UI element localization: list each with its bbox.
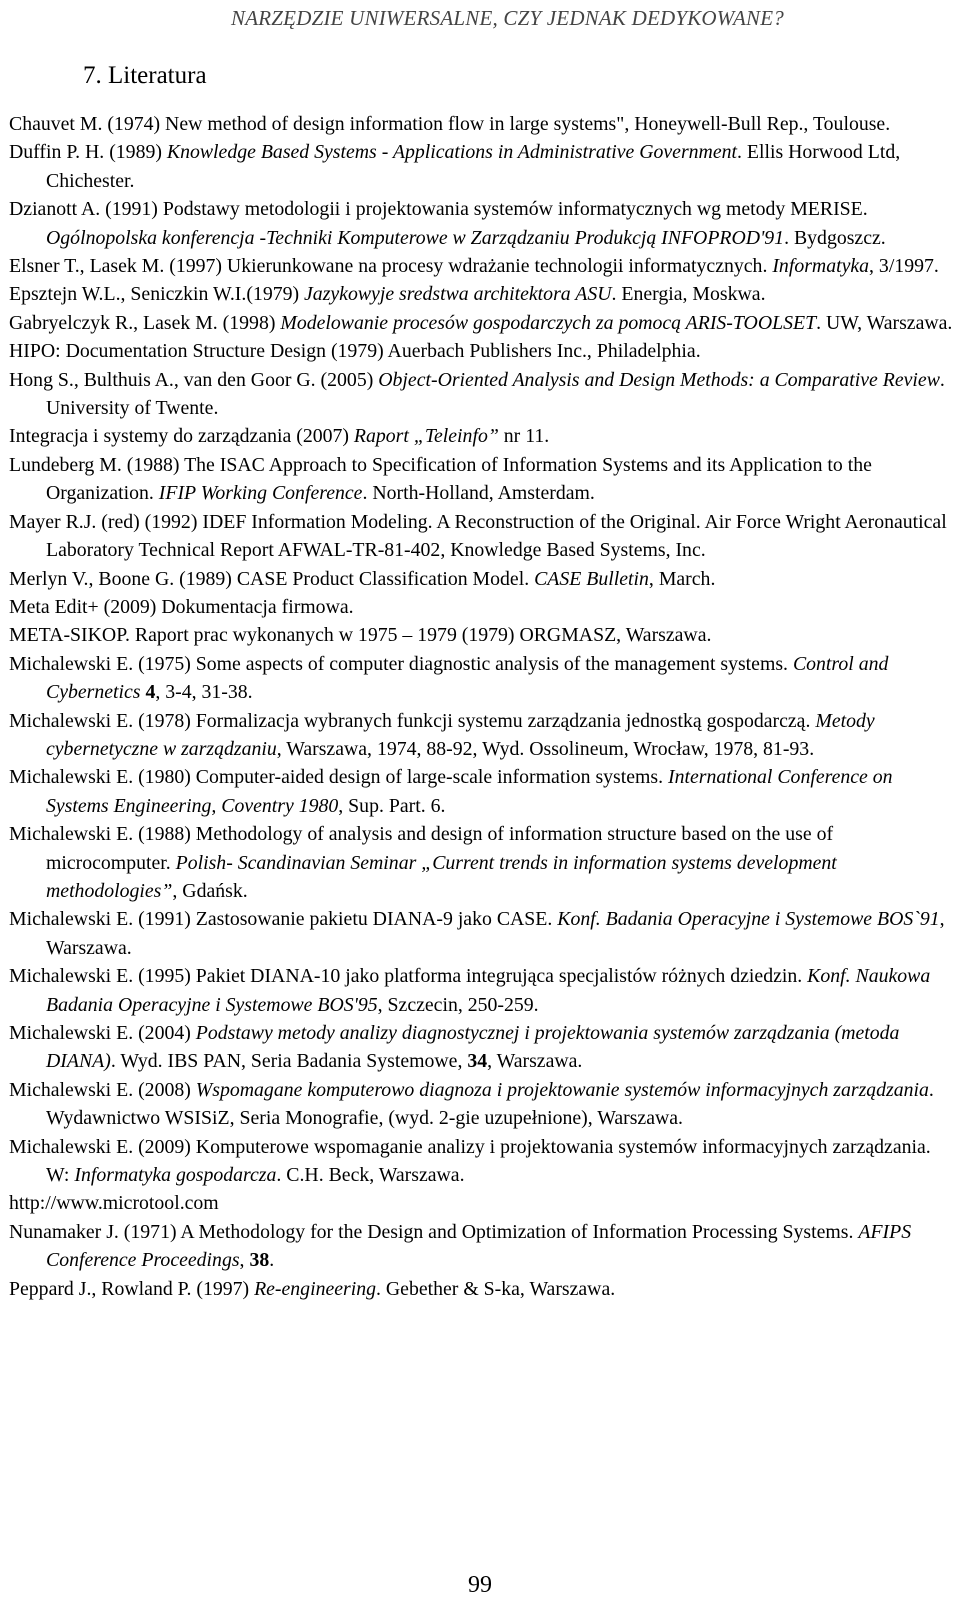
reference-text: Epsztejn W.L., Seniczkin W.I.(1979) [9,283,305,306]
reference-item [9,593,954,621]
reference-item [9,1133,954,1190]
reference-text: Michalewski E. (1988) Methodology of analysis and design of information structure based on the use of microcomputer. [9,823,834,874]
reference-text: , Warszawa. [487,1050,583,1073]
reference-text: Michalewski E. (1978) Formalizacja wybranych funkcji systemu zarządzania jednostką gospodarczą. [9,709,816,732]
reference-text: META-SIKOP. Raport prac wykonanych w 1975 – 1979 (1979) ORGMASZ, Warszawa. [9,624,712,647]
reference-text: . Wydawnictwo WSISiZ, Seria Monografie, (wyd. 2-gie uzupełnione), Warszawa. [46,1078,934,1130]
reference-text: Peppard J., Rowland P. (1997) [9,1277,255,1300]
reference-text: , March. [648,567,716,590]
reference-text: Object-Oriented Analysis and Design Methods: a Comparative Review [378,368,940,391]
reference-item [9,366,954,423]
reference-text: , 3/1997. [869,255,939,278]
reference-text: Mayer R.J. (red) (1992) IDEF Information Modeling. A Reconstruction of the Original. Air Force Wright Aeronautical Laboratory Technical Report AFWAL-TR-81-402, Knowledge Based Systems, Inc. [9,510,947,562]
reference-text: Knowledge Based Systems - Applications in Administrative Government [166,141,737,164]
reference-text: Michalewski E. (1995) Pakiet DIANA-10 jako platforma integrująca specjalistów różnych dziedzin. [9,965,808,988]
reference-text: Michalewski E. (1975) Some aspects of computer diagnostic analysis of the management systems. [9,652,793,675]
reference-text: , Sup. Part. 6. [338,794,446,817]
reference-text: . Bydgoszcz. [784,226,886,249]
reference-item [9,337,954,365]
reference-text: International Conference on Systems Engineering, Coventry 1980 [46,766,893,817]
reference-item [9,1076,954,1133]
reference-item [9,962,954,1019]
reference-item [9,621,954,649]
reference-text: Integracja i systemy do zarządzania (2007) [9,425,354,448]
reference-text: , Warszawa, 1974, 88-92, Wyd. Ossolineum, Wrocław, 1978, 81-93. [276,737,815,760]
reference-text: Wspomagane komputerowo diagnoza i projektowanie systemów informacyjnych zarządzania [195,1078,929,1101]
reference-text: Elsner T., Lasek M. (1997) Ukierunkowane na procesy wdrażanie technologii informatycznych. [9,255,773,278]
reference-text: Lundeberg M. (1988) The ISAC Approach to Specification of Information Systems and its Application to the Organization. [9,453,872,505]
reference-item [9,508,954,565]
reference-text: Michalewski E. (1980) Computer-aided design of large-scale information systems. [9,766,669,789]
reference-text: , Warszawa. [46,908,945,959]
reference-text: 34 [467,1050,488,1073]
reference-text: Modelowanie procesów gospodarczych za pomocą ARIS-TOOLSET [280,311,817,334]
reference-item [9,138,954,195]
reference-item [9,820,954,905]
reference-text: http://www.microtool.com [9,1192,219,1215]
reference-text: 4 [145,681,156,704]
reference-item [9,422,954,450]
reference-item [9,1019,954,1076]
page-number: 99 [468,1572,492,1598]
reference-item [9,763,954,820]
reference-text: HIPO: Documentation Structure Design (1979) Auerbach Publishers Inc., Philadelphia. [9,340,701,363]
reference-text: AFIPS Conference Proceedings [46,1220,912,1272]
reference-text: Konf. Naukowa Badania Operacyjne i Systemowe BOS'95 [46,965,931,1016]
reference-text: IFIP Working Conference [158,482,363,505]
reference-text: Hong S., Bulthuis A., van den Goor G. (2005) [9,368,379,391]
reference-item [9,195,954,252]
reference-text: Meta Edit+ (2009) Dokumentacja firmowa. [9,595,354,618]
reference-text: Michalewski E. (2004) [9,1022,196,1044]
reference-text: Podstawy metody analizy diagnostycznej i projektowania systemów zarządzania (metoda DIANA) [46,1022,900,1073]
reference-text: . Energia, Moskwa. [611,283,766,306]
reference-text: Ogólnopolska konferencja -Techniki Komputerowe w Zarządzaniu Produkcją INFOPROD'91 [46,226,785,249]
reference-text: , 3-4, 31-38. [155,681,253,704]
reference-text: , Szczecin, 250-259. [377,993,539,1016]
running-head: NARZĘDZIE UNIWERSALNE, CZY JEDNAK DEDYKOWANE? [231,6,784,30]
reference-text: Michalewski E. (1991) Zastosowanie pakietu DIANA-9 jako CASE. [9,908,558,931]
reference-text: Merlyn V., Boone G. (1989) CASE Product Classification Model. [9,567,535,590]
reference-text: Control and Cybernetics [46,652,889,704]
reference-item [9,1189,954,1217]
reference-item [9,1275,954,1303]
reference-text: . C.H. Beck, Warszawa. [276,1164,465,1187]
reference-text: Informatyka gospodarcza [74,1164,277,1187]
reference-item [9,252,954,280]
reference-text: , Gdańsk. [172,879,248,902]
reference-text: . UW, Warszawa. [816,311,953,334]
reference-text: . Wyd. IBS PAN, Seria Badania Systemowe, [110,1050,468,1073]
reference-text: Dzianott A. (1991) Podstawy metodologii i projektowania systemów informatycznych wg metody MERISE. [9,198,868,221]
reference-item [9,1218,954,1275]
reference-text: Jazykowyje sredstwa architektora ASU [304,283,612,306]
section-heading: 7. Literatura [83,62,207,89]
reference-text: Polish- Scandinavian Seminar „Current trends in information systems development methodologies” [46,851,837,902]
reference-text: . Gebether & S-ka, Warszawa. [376,1277,616,1300]
reference-text: . [269,1249,275,1272]
reference-text: CASE Bulletin [534,567,649,590]
reference-text: Informatyka [772,255,870,278]
reference-text: Metody cybernetyczne w zarządzaniu [46,709,875,760]
reference-text: Michalewski E. (2008) [9,1078,196,1101]
reference-text: 38 [249,1249,270,1272]
reference-item [9,309,954,337]
reference-text: Gabryelczyk R., Lasek M. (1998) [9,311,281,334]
reference-item [9,110,954,138]
reference-text: Nunamaker J. (1971) A Methodology for the Design and Optimization of Information Processing Systems. [9,1220,859,1243]
reference-text: Raport „Teleinfo” [353,425,499,448]
reference-item [9,280,954,308]
reference-text: Chauvet M. (1974) New method of design information flow in large systems", Honeywell-Bull Rep., Toulouse. [9,113,891,135]
reference-item [9,451,954,508]
reference-text: . Ellis Horwood Ltd, Chichester. [46,141,901,192]
reference-item [9,905,954,962]
reference-text: Duffin P. H. (1989) [9,141,167,164]
reference-text: Michalewski E. (2009) Komputerowe wspomaganie analizy i projektowania systemów informacyjnych zarządzania. W: [9,1135,931,1187]
reference-text: , [239,1249,250,1272]
reference-item [9,707,954,764]
reference-text: Konf. Badania Operacyjne i Systemowe BOS`91 [557,908,940,931]
reference-text: nr 11. [498,425,550,448]
reference-text: . University of Twente. [46,368,945,420]
reference-text: . North-Holland, Amsterdam. [362,482,595,505]
reference-item [9,650,954,707]
reference-text: Re-engineering [254,1277,376,1300]
reference-list [9,110,954,1303]
reference-item [9,565,954,593]
